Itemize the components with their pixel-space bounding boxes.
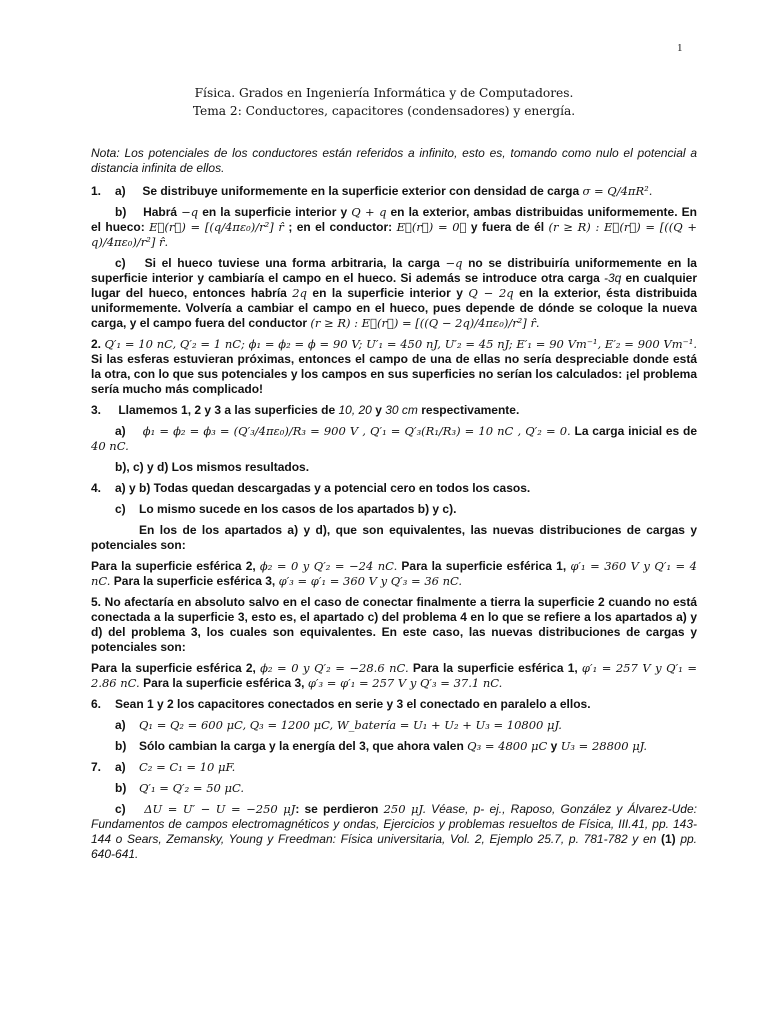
header-topic-line: Tema 2: Conductores, capacitores (condensadores) y energía. — [192, 104, 576, 118]
text: en la exterior, ésta distribuida uniformemente. Volvería a cambiar el campo en el hueco, pues depende de dónde se coloque la nueva carga, y el campo fuera del conductor — [91, 286, 697, 330]
problem-number: 2. — [91, 337, 102, 351]
problem-7-c — [91, 802, 697, 862]
reference-pages: pp. 640-641. — [91, 832, 697, 861]
text: Habrá — [143, 205, 178, 219]
formula: −q — [181, 205, 199, 219]
part-label: a) — [115, 718, 126, 732]
formula: (r ≥ R) : E⃗(r⃗) = [((Q + q)/4πε₀)/r²] r̂. — [91, 220, 698, 249]
part-label: b) — [115, 781, 127, 795]
part-label: c) — [115, 256, 126, 270]
text: 10, 20 — [338, 403, 372, 417]
text: no se distribuiría uniformemente en la superficie interior y cambiaría el campo en el hueco. Si además se introduce otra carga — [91, 256, 697, 285]
problem-5 — [91, 595, 697, 655]
part-label: a) — [115, 760, 126, 774]
text: a) y b) Todas quedan descargadas y a potencial cero en todos los casos. — [115, 481, 531, 495]
formula: 250 μJ. — [383, 802, 426, 816]
text: Sean 1 y 2 los capacitores conectados en serie y 3 el conectado en paralelo a ellos. — [115, 697, 591, 711]
part-label: c) — [115, 502, 126, 516]
problem-4-ad: En los de los apartados a) y d), que son equivalentes, las nuevas distribuciones de cargas y potenciales son: — [91, 523, 697, 552]
text: Llamemos 1, 2 y 3 a las superficies de — [118, 403, 336, 417]
problem-3-bcd: b), c) y d) Los mismos resultados. — [115, 460, 310, 474]
text: 30 cm — [385, 403, 418, 417]
text: : se perdieron — [295, 802, 379, 816]
problem-1-b — [91, 205, 697, 250]
text: Si las esferas estuvieran próximas, entonces el campo de una de ellas no sería despreciable donde está la otra, con lo que sus potenciales y los campos en sus superficies no serían los calculados: ¡el problema sería mucho más complicado! — [91, 352, 697, 396]
problem-6-b — [91, 739, 697, 754]
formula: σ = Q/4πR². — [582, 184, 653, 198]
formula: 2q — [292, 286, 307, 300]
reference-text: Véase, p- ej., Raposo, González y Álvarez-Ude: Fundamentos de campos electromagnéticos y ondas, Ejercicios y problemas resueltos de Física, III.41, pp. 143-144 o Sears, Zemansky, Young y Freedman: Física universitaria, Vol. 2, Ejemplo 25.7, p. 781-782 y en — [91, 802, 697, 846]
problem-number: 1. — [91, 184, 102, 198]
formula: E⃗(r⃗) = 0⃗ — [396, 220, 467, 234]
page-number: 1 — [677, 42, 683, 54]
header-course-line: Física. Grados en Ingeniería Informática y de Computadores. — [194, 86, 574, 100]
problem-number: 5. — [91, 595, 102, 609]
formula: C₂ = C₁ = 10 μF. — [139, 760, 236, 774]
text: Si el hueco tuviese una forma arbitraria, la carga — [144, 256, 440, 270]
formula: ϕ₁ = ϕ₂ = ϕ₃ = (Q′₃/4πε₀)/R₃ = 900 V , Q′₁ = Q′₃(R₁/R₃) = 10 nC , Q′₂ = 0. — [142, 424, 571, 438]
problem-4-c — [91, 502, 697, 517]
problem-number: 4. — [91, 481, 102, 495]
problem-7-b — [91, 781, 697, 796]
problem-number: 7. — [91, 760, 102, 774]
text: en cualquier lugar del hueco, entonces habría — [91, 271, 697, 300]
problem-1-c — [91, 256, 697, 331]
text: Para la superficie esférica 3, — [113, 574, 276, 588]
text: en la exterior, ambas distribuidas uniformemente. En el hueco: — [91, 205, 697, 234]
formula: Q₃ = 4800 μC — [467, 739, 548, 753]
part-label: b) — [115, 205, 127, 219]
text: Se distribuye uniformemente en la superficie exterior con densidad de carga — [142, 184, 580, 198]
formula: φ′₁ = 360 V y Q′₁ = 4 nC. — [91, 559, 697, 588]
text: Para la superficie esférica 3, — [143, 676, 305, 690]
text: No afectaría en absoluto salvo en el caso de conectar finalmente a tierra la superficie 2 cuando no está conectada a la superficie 3, esto es, el apartado c) del problema 4 en lo que se refiere a los apartados a) y d) del problema 3, los cuales son equivalentes. En este caso, las nuevas distribuciones de cargas y potenciales son: — [91, 595, 697, 654]
text: Sólo cambian la carga y la energía del 3, que ahora valen — [139, 739, 464, 753]
reference-number: (1) — [660, 832, 676, 846]
note-paragraph: Nota: Los potenciales de los conductores están referidos a infinito, esto es, tomando como nulo el potencial a distancia infinita de ellos. — [91, 146, 697, 175]
formula: φ′₁ = 257 V y Q′₁ = 2.86 nC. — [91, 661, 697, 690]
formula: Q′₁ = Q′₂ = 50 μC. — [139, 781, 244, 795]
document-body — [91, 146, 697, 868]
problem-2 — [91, 337, 697, 397]
formula: U₃ = 28800 μJ. — [560, 739, 648, 753]
problem-3 — [91, 403, 697, 418]
text: en la superficie interior y — [202, 205, 348, 219]
formula: Q′₁ = 10 nC, Q′₂ = 1 nC; ϕ₁ = ϕ₂ = ϕ = 90 V; U′₁ = 450 nJ, U′₂ = 45 nJ; E′₁ = 90 Vm⁻¹, E′₂ = 900 Vm⁻¹. — [104, 337, 697, 351]
text: y — [550, 739, 558, 753]
text: y fuera de él — [470, 220, 545, 234]
part-label: c) — [115, 802, 126, 816]
formula: ΔU = U′ − U = −250 μJ — [144, 802, 296, 816]
text: Para la superficie esférica 1, — [401, 559, 567, 573]
problem-4-results — [91, 559, 697, 589]
problem-6 — [91, 697, 697, 712]
problem-number: 6. — [91, 697, 102, 711]
formula: Q + q — [351, 205, 387, 219]
text: ; en el conductor: — [288, 220, 393, 234]
problem-6-a — [91, 718, 697, 733]
formula: ϕ₂ = 0 y Q′₂ = −24 nC. — [259, 559, 398, 573]
problem-7-a — [91, 760, 697, 775]
text: Lo mismo sucede en los casos de los apartados b) y c). — [139, 502, 457, 516]
text: y — [375, 403, 382, 417]
formula: -3q — [604, 271, 622, 285]
formula: E⃗(r⃗) = [(q/4πε₀)/r²] r̂ — [149, 220, 284, 234]
problem-1-a — [91, 184, 697, 199]
formula: φ′₃ = φ′₁ = 360 V y Q′₃ = 36 nC. — [278, 574, 463, 588]
part-label: b) — [115, 739, 127, 753]
text: en la superficie interior y — [312, 286, 463, 300]
text: respectivamente. — [421, 403, 520, 417]
text: Para la superficie esférica 2, — [91, 559, 256, 573]
text: Para la superficie esférica 2, — [91, 661, 256, 675]
problem-number: 3. — [91, 403, 102, 417]
problem-4-ab — [91, 481, 697, 496]
text: La carga inicial es de — [574, 424, 698, 438]
part-label: a) — [115, 424, 126, 438]
text: Para la superficie esférica 1, — [412, 661, 578, 675]
formula: Q₁ = Q₂ = 600 μC, Q₃ = 1200 μC, W_batería = U₁ + U₂ + U₃ = 10800 μJ. — [139, 718, 562, 732]
problem-3-a — [91, 424, 697, 454]
formula: Q − 2q — [468, 286, 514, 300]
problem-5-results — [91, 661, 697, 691]
formula: −q — [445, 256, 463, 270]
formula: 40 nC. — [91, 439, 129, 453]
part-label: a) — [115, 184, 126, 198]
document-header — [0, 84, 768, 120]
formula: (r ≥ R) : E⃗(r⃗) = [((Q − 2q)/4πε₀)/r²] r̂. — [310, 316, 540, 330]
formula: ϕ₂ = 0 y Q′₂ = −28.6 nC. — [260, 661, 409, 675]
formula: φ′₃ = φ′₁ = 257 V y Q′₃ = 37.1 nC. — [307, 676, 503, 690]
